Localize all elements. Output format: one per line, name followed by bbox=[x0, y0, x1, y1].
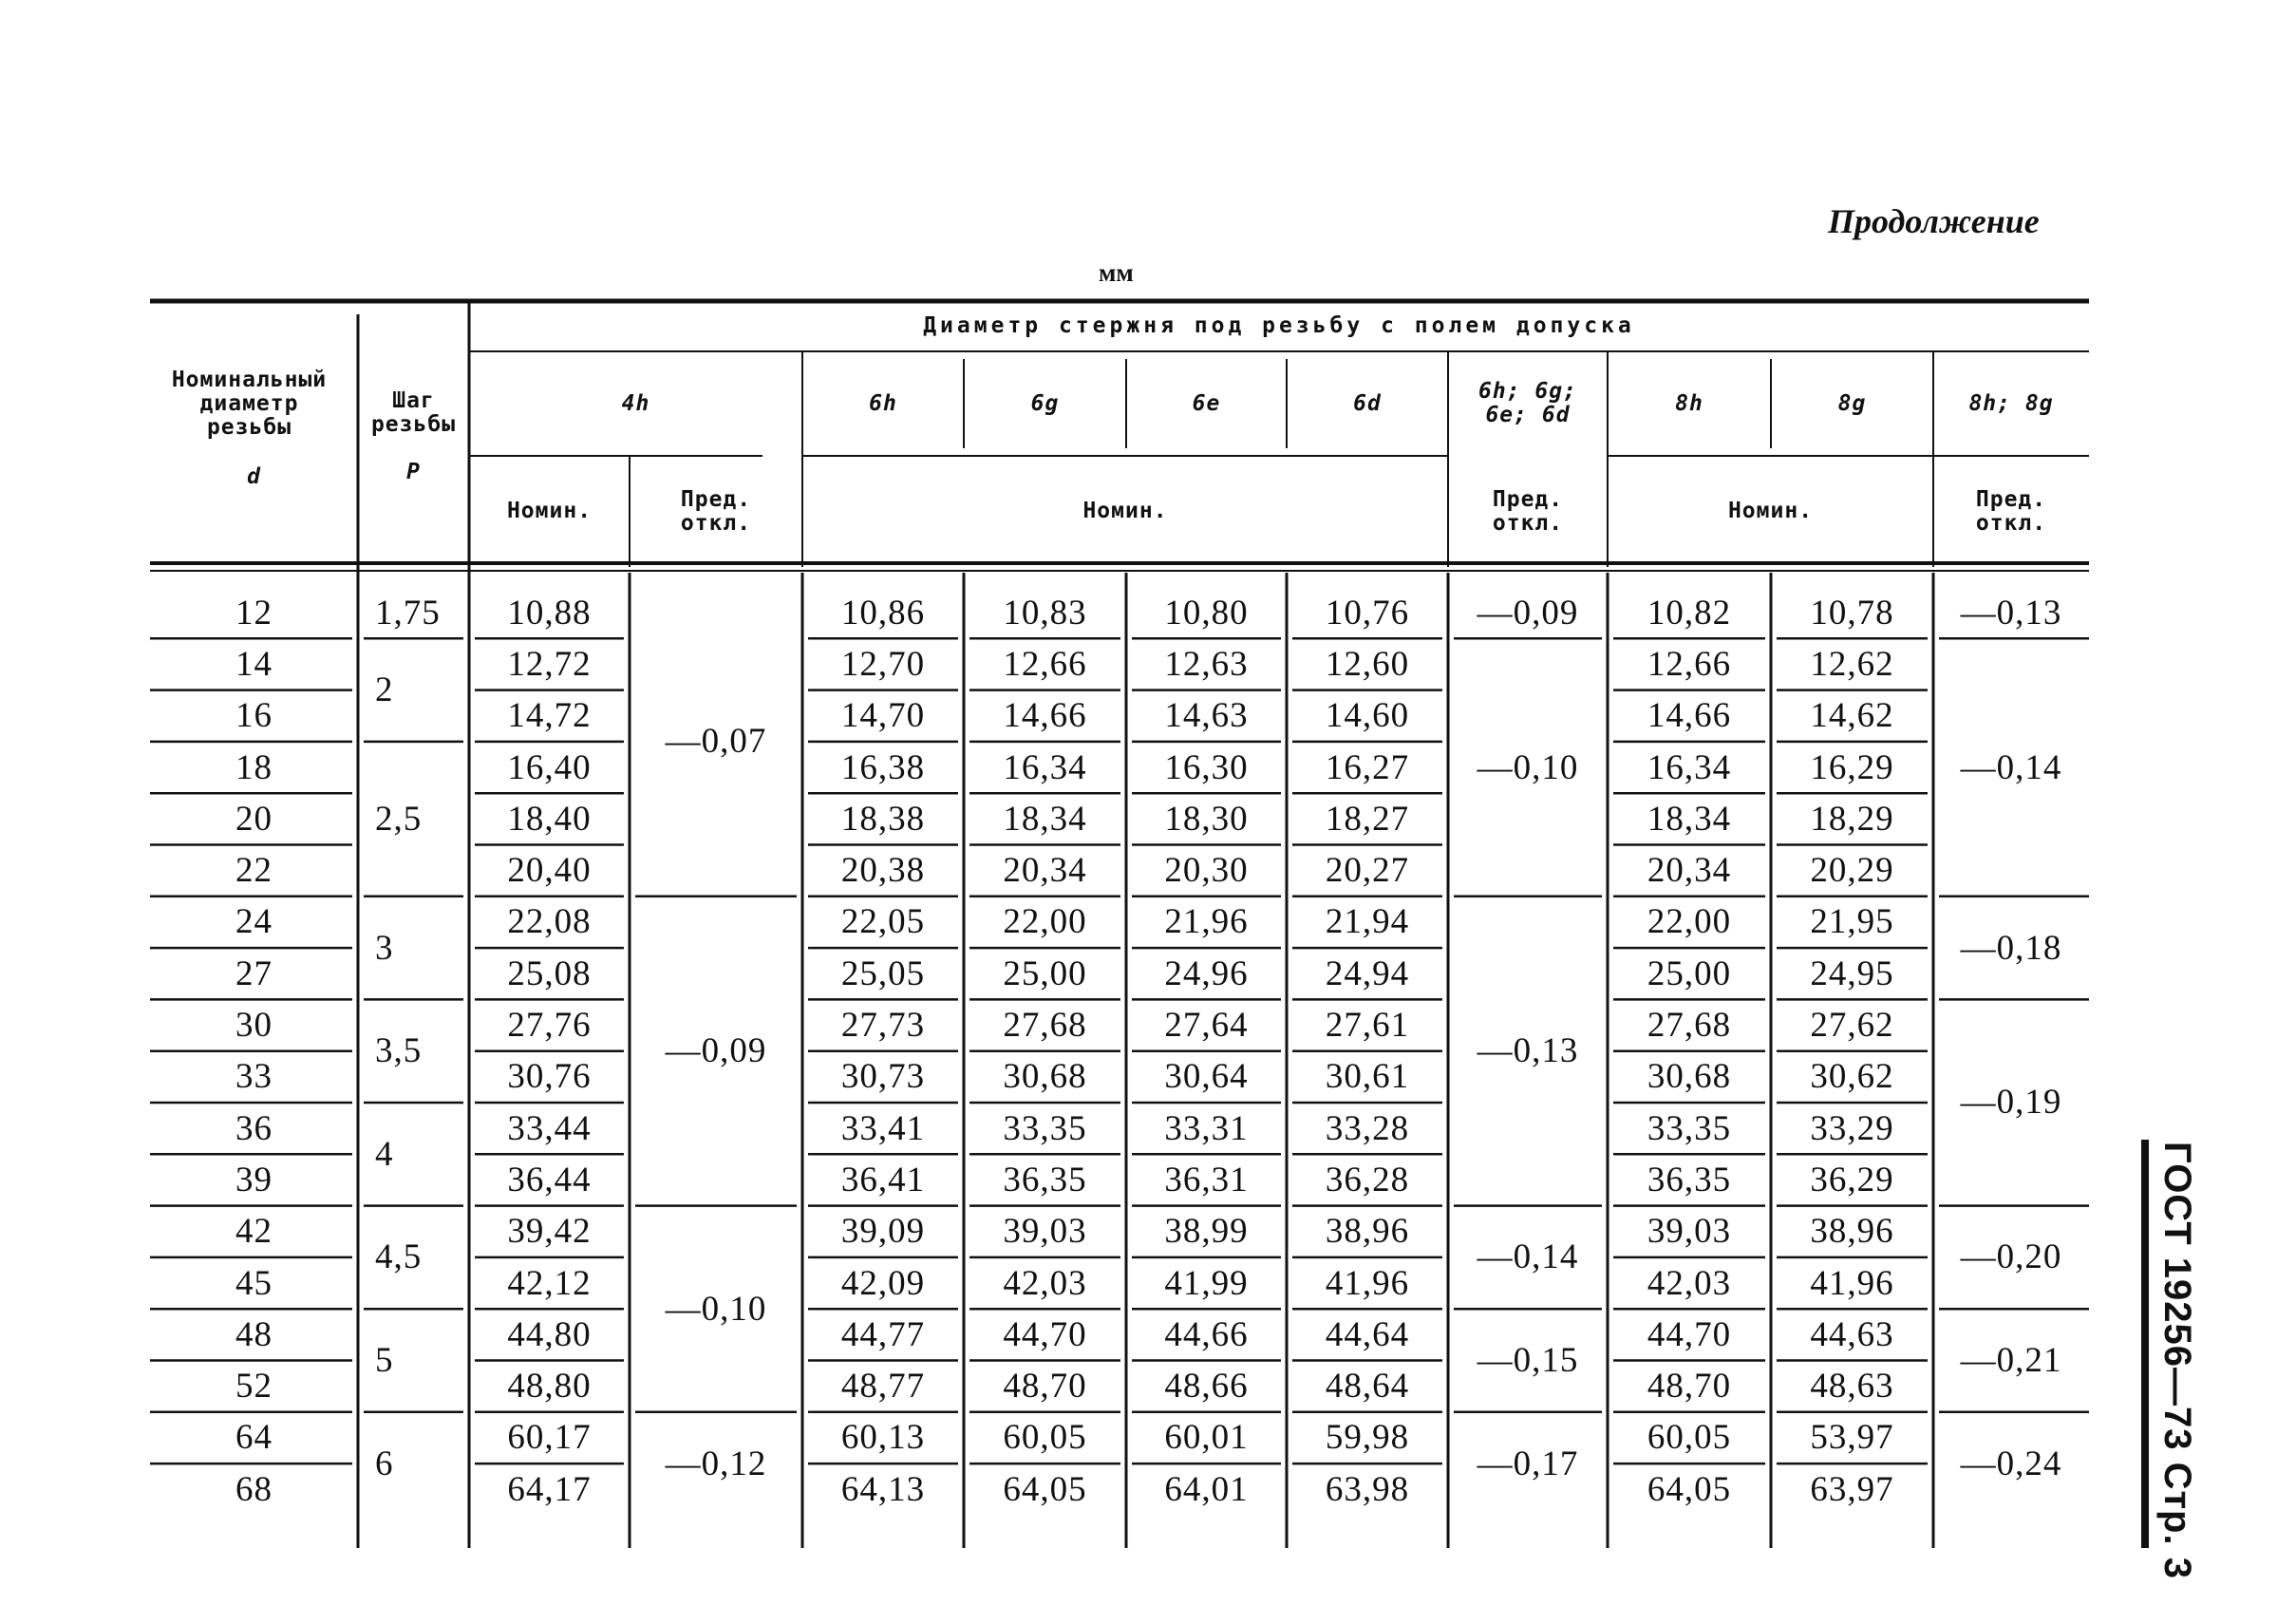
cell-diameter-h6: 64,13 bbox=[840, 1469, 926, 1509]
cell-deviation-8: —0,18 bbox=[1960, 928, 2062, 968]
header-tolerance-field: 6e bbox=[1192, 390, 1221, 416]
cell-diameter-h4: 33,44 bbox=[507, 1108, 592, 1148]
cell-nominal-diameter: 14 bbox=[235, 644, 273, 684]
header-d-symbol: d bbox=[247, 464, 261, 489]
cell-nominal-diameter: 24 bbox=[235, 902, 273, 942]
cell-diameter-g6: 30,68 bbox=[1003, 1057, 1087, 1097]
cell-diameter-g8: 14,62 bbox=[1810, 696, 1894, 736]
cell-diameter-g8: 16,29 bbox=[1810, 747, 1894, 787]
cell-pitch: 2 bbox=[375, 670, 394, 710]
cell-deviation-4h: —0,07 bbox=[665, 722, 767, 762]
cell-diameter-e6: 60,01 bbox=[1164, 1418, 1249, 1458]
cell-diameter-h4: 22,08 bbox=[507, 902, 592, 942]
cell-diameter-g6: 42,03 bbox=[1003, 1263, 1087, 1303]
cell-diameter-d6: 41,96 bbox=[1325, 1263, 1410, 1303]
cell-diameter-d6: 18,27 bbox=[1325, 799, 1410, 839]
cell-diameter-g8: 12,62 bbox=[1810, 644, 1894, 684]
cell-diameter-h8: 20,34 bbox=[1647, 851, 1732, 891]
header-sub-deviation-line: Пред. bbox=[1975, 486, 2047, 512]
cell-diameter-d6: 33,28 bbox=[1325, 1108, 1410, 1148]
header-tolerance-field: 8g bbox=[1837, 390, 1867, 416]
header-tolerance-field: 8h bbox=[1675, 390, 1703, 416]
cell-diameter-g8: 10,78 bbox=[1810, 593, 1894, 633]
header-sub-deviation-line: Пред. bbox=[1492, 486, 1564, 512]
cell-diameter-h6: 27,73 bbox=[840, 1006, 926, 1046]
header-pitch-line: резьбы bbox=[370, 412, 457, 437]
cell-diameter-h4: 36,44 bbox=[507, 1160, 592, 1199]
cell-diameter-e6: 30,64 bbox=[1164, 1057, 1249, 1097]
cell-pitch: 3 bbox=[375, 928, 394, 968]
cell-pitch: 4 bbox=[375, 1134, 394, 1174]
cell-diameter-h6: 44,77 bbox=[840, 1314, 926, 1354]
header-tolerance-field bbox=[1448, 351, 1608, 456]
cell-deviation-8: —0,21 bbox=[1960, 1340, 2062, 1380]
header-nominal-diameter-line: диаметр bbox=[199, 390, 299, 416]
cell-nominal-diameter: 64 bbox=[235, 1418, 273, 1458]
header-nominal-diameter bbox=[141, 361, 358, 446]
cell-nominal-diameter: 45 bbox=[235, 1263, 273, 1303]
cell-diameter-h4: 20,40 bbox=[507, 851, 592, 891]
cell-diameter-g6: 18,34 bbox=[1003, 799, 1087, 839]
cell-nominal-diameter: 16 bbox=[235, 696, 273, 736]
cell-diameter-e6: 16,30 bbox=[1164, 747, 1249, 787]
header-sub-nominal: Номин. bbox=[1082, 499, 1168, 523]
cell-diameter-g8: 27,62 bbox=[1810, 1006, 1894, 1046]
header-sub-deviation bbox=[630, 456, 802, 567]
cell-diameter-h6: 10,86 bbox=[840, 593, 926, 633]
cell-diameter-d6: 16,27 bbox=[1325, 747, 1410, 787]
cell-diameter-h8: 36,35 bbox=[1647, 1160, 1732, 1199]
cell-diameter-e6: 14,63 bbox=[1164, 696, 1249, 736]
cell-pitch: 1,75 bbox=[375, 593, 441, 633]
cell-nominal-diameter: 39 bbox=[235, 1160, 273, 1199]
cell-diameter-d6: 10,76 bbox=[1325, 593, 1410, 633]
cell-pitch: 2,5 bbox=[375, 799, 423, 839]
header-sub-deviation bbox=[1448, 456, 1608, 567]
header-tolerance-field: 6g bbox=[1030, 390, 1060, 416]
cell-diameter-d6: 27,61 bbox=[1325, 1006, 1410, 1046]
cell-diameter-e6: 48,66 bbox=[1164, 1367, 1249, 1407]
unit-label: мм bbox=[1099, 258, 1134, 287]
cell-nominal-diameter: 42 bbox=[235, 1212, 273, 1252]
cell-deviation-4h: —0,09 bbox=[665, 1031, 767, 1071]
cell-diameter-h8: 39,03 bbox=[1647, 1212, 1732, 1252]
header-tolerance-field: 8h; 8g bbox=[1968, 390, 2054, 416]
cell-nominal-diameter: 52 bbox=[235, 1367, 273, 1407]
cell-diameter-h4: 25,08 bbox=[507, 954, 592, 993]
cell-nominal-diameter: 22 bbox=[235, 851, 273, 891]
side-label: ГОСТ 19256—73 Стр. 3 bbox=[2155, 1141, 2198, 1579]
cell-diameter-e6: 24,96 bbox=[1164, 954, 1249, 993]
cell-diameter-g6: 20,34 bbox=[1003, 851, 1087, 891]
cell-diameter-h8: 42,03 bbox=[1647, 1263, 1732, 1303]
cell-diameter-d6: 38,96 bbox=[1325, 1212, 1410, 1252]
cell-diameter-g6: 39,03 bbox=[1003, 1212, 1087, 1252]
cell-diameter-g8: 48,63 bbox=[1810, 1367, 1894, 1407]
cell-diameter-e6: 38,99 bbox=[1164, 1212, 1249, 1252]
cell-deviation-8: —0,19 bbox=[1960, 1083, 2062, 1123]
cell-diameter-d6: 48,64 bbox=[1325, 1367, 1410, 1407]
cell-deviation-6: —0,13 bbox=[1477, 1031, 1579, 1071]
cell-diameter-h8: 27,68 bbox=[1647, 1006, 1732, 1046]
cell-diameter-h6: 20,38 bbox=[840, 851, 926, 891]
cell-nominal-diameter: 18 bbox=[235, 747, 273, 787]
cell-diameter-g6: 44,70 bbox=[1003, 1314, 1087, 1354]
cell-diameter-h4: 42,12 bbox=[507, 1263, 592, 1303]
cell-diameter-g6: 33,35 bbox=[1003, 1108, 1087, 1148]
cell-diameter-e6: 10,80 bbox=[1164, 593, 1249, 633]
cell-diameter-g6: 48,70 bbox=[1003, 1367, 1087, 1407]
cell-deviation-4h: —0,12 bbox=[665, 1444, 767, 1483]
cell-diameter-g6: 36,35 bbox=[1003, 1160, 1087, 1199]
cell-diameter-g8: 36,29 bbox=[1810, 1160, 1894, 1199]
cell-diameter-g8: 33,29 bbox=[1810, 1108, 1894, 1148]
cell-diameter-h8: 12,66 bbox=[1647, 644, 1732, 684]
cell-diameter-g6: 27,68 bbox=[1003, 1006, 1087, 1046]
cell-deviation-6: —0,17 bbox=[1477, 1444, 1579, 1483]
cell-diameter-g6: 16,34 bbox=[1003, 747, 1087, 787]
cell-diameter-h4: 39,42 bbox=[507, 1212, 592, 1252]
cell-diameter-h6: 48,77 bbox=[840, 1367, 926, 1407]
cell-diameter-e6: 36,31 bbox=[1164, 1160, 1249, 1199]
header-sub-deviation-line: откл. bbox=[1975, 510, 2047, 536]
cell-diameter-g8: 30,62 bbox=[1810, 1057, 1894, 1097]
cell-nominal-diameter: 36 bbox=[235, 1108, 273, 1148]
cell-pitch: 6 bbox=[375, 1444, 394, 1483]
cell-deviation-8: —0,20 bbox=[1960, 1237, 2062, 1277]
header-tolerance-field: 6d bbox=[1353, 390, 1382, 416]
header-sub-deviation-line: откл. bbox=[680, 510, 752, 536]
cell-diameter-g8: 38,96 bbox=[1810, 1212, 1894, 1252]
cell-diameter-g8: 53,97 bbox=[1810, 1418, 1894, 1458]
cell-deviation-8: —0,13 bbox=[1960, 593, 2062, 633]
cell-diameter-h6: 33,41 bbox=[840, 1108, 926, 1148]
header-sub-deviation bbox=[1933, 456, 2089, 567]
header-tolerance-field: 4h bbox=[621, 390, 650, 416]
cell-diameter-h6: 60,13 bbox=[840, 1418, 926, 1458]
cell-diameter-h4: 64,17 bbox=[507, 1469, 592, 1509]
cell-diameter-h6: 22,05 bbox=[840, 902, 926, 942]
header-sub-deviation-line: Пред. bbox=[680, 486, 752, 512]
cell-deviation-6: —0,14 bbox=[1477, 1237, 1579, 1277]
cell-diameter-h8: 33,35 bbox=[1647, 1108, 1732, 1148]
cell-pitch: 3,5 bbox=[375, 1031, 423, 1071]
continuation-label: Продолжение bbox=[1828, 202, 2040, 240]
cell-nominal-diameter: 30 bbox=[235, 1006, 273, 1046]
cell-diameter-g6: 64,05 bbox=[1003, 1469, 1087, 1509]
cell-diameter-d6: 12,60 bbox=[1325, 644, 1410, 684]
cell-diameter-h4: 16,40 bbox=[507, 747, 592, 787]
cell-diameter-h6: 25,05 bbox=[840, 954, 926, 993]
cell-diameter-h4: 10,88 bbox=[507, 593, 592, 633]
cell-diameter-g6: 22,00 bbox=[1003, 902, 1087, 942]
cell-diameter-h6: 18,38 bbox=[840, 799, 926, 839]
cell-diameter-g8: 18,29 bbox=[1810, 799, 1894, 839]
cell-diameter-g6: 25,00 bbox=[1003, 954, 1087, 993]
cell-diameter-e6: 33,31 bbox=[1164, 1108, 1249, 1148]
cell-diameter-d6: 59,98 bbox=[1325, 1418, 1410, 1458]
cell-diameter-g8: 44,63 bbox=[1810, 1314, 1894, 1354]
header-nominal-diameter-line: резьбы bbox=[206, 414, 292, 440]
cell-diameter-h4: 30,76 bbox=[507, 1057, 592, 1097]
cell-deviation-4h: —0,10 bbox=[665, 1289, 767, 1329]
cell-diameter-h6: 16,38 bbox=[840, 747, 926, 787]
cell-diameter-h4: 27,76 bbox=[507, 1006, 592, 1046]
cell-diameter-h6: 30,73 bbox=[840, 1057, 926, 1097]
header-tolerance-field: 6h bbox=[869, 390, 897, 416]
cell-diameter-e6: 21,96 bbox=[1164, 902, 1249, 942]
cell-nominal-diameter: 20 bbox=[235, 799, 273, 839]
cell-diameter-g6: 60,05 bbox=[1003, 1418, 1087, 1458]
cell-diameter-h6: 36,41 bbox=[840, 1160, 926, 1199]
cell-diameter-g6: 12,66 bbox=[1003, 644, 1087, 684]
cell-diameter-d6: 20,27 bbox=[1325, 851, 1410, 891]
cell-diameter-d6: 30,61 bbox=[1325, 1057, 1410, 1097]
cell-diameter-g8: 20,29 bbox=[1810, 851, 1894, 891]
cell-diameter-e6: 27,64 bbox=[1164, 1006, 1249, 1046]
cell-diameter-h4: 12,72 bbox=[507, 644, 592, 684]
cell-diameter-h8: 30,68 bbox=[1647, 1057, 1732, 1097]
header-nominal-diameter-line: Номинальный bbox=[171, 367, 328, 392]
cell-diameter-d6: 21,94 bbox=[1325, 902, 1410, 942]
side-label-container bbox=[2148, 1141, 2205, 1579]
cell-diameter-g6: 14,66 bbox=[1003, 696, 1087, 736]
cell-diameter-e6: 12,63 bbox=[1164, 644, 1249, 684]
cell-diameter-h6: 42,09 bbox=[840, 1263, 926, 1303]
header-pitch bbox=[358, 380, 469, 446]
header-sub-nominal: Номин. bbox=[1727, 499, 1814, 523]
cell-diameter-h4: 44,80 bbox=[507, 1314, 592, 1354]
cell-diameter-e6: 20,30 bbox=[1164, 851, 1249, 891]
cell-diameter-d6: 63,98 bbox=[1325, 1469, 1410, 1509]
cell-deviation-6: —0,15 bbox=[1477, 1340, 1579, 1380]
cell-diameter-d6: 14,60 bbox=[1325, 696, 1410, 736]
cell-deviation-6: —0,09 bbox=[1477, 593, 1579, 633]
cell-diameter-h4: 14,72 bbox=[507, 696, 592, 736]
header-pitch-line: Шаг bbox=[392, 388, 435, 413]
cell-nominal-diameter: 12 bbox=[235, 593, 273, 633]
cell-diameter-e6: 18,30 bbox=[1164, 799, 1249, 839]
cell-diameter-h8: 60,05 bbox=[1647, 1418, 1732, 1458]
header-tolerance-field-line: 6h; 6g; bbox=[1478, 379, 1577, 404]
cell-diameter-e6: 44,66 bbox=[1164, 1314, 1249, 1354]
header-group-title: Диаметр стержня под резьбу с полем допуска bbox=[923, 313, 1635, 338]
cell-diameter-h6: 12,70 bbox=[840, 644, 926, 684]
cell-pitch: 5 bbox=[375, 1340, 394, 1380]
cell-diameter-h8: 48,70 bbox=[1647, 1367, 1732, 1407]
cell-diameter-h8: 44,70 bbox=[1647, 1314, 1732, 1354]
cell-diameter-h6: 14,70 bbox=[840, 696, 926, 736]
cell-diameter-h8: 25,00 bbox=[1647, 954, 1732, 993]
cell-nominal-diameter: 33 bbox=[235, 1057, 273, 1097]
cell-diameter-h8: 64,05 bbox=[1647, 1469, 1732, 1509]
cell-diameter-e6: 41,99 bbox=[1164, 1263, 1249, 1303]
cell-diameter-g8: 21,95 bbox=[1810, 902, 1894, 942]
cell-diameter-h8: 16,34 bbox=[1647, 747, 1732, 787]
cell-diameter-d6: 44,64 bbox=[1325, 1314, 1410, 1354]
cell-diameter-d6: 36,28 bbox=[1325, 1160, 1410, 1199]
cell-diameter-h8: 14,66 bbox=[1647, 696, 1732, 736]
cell-diameter-h6: 39,09 bbox=[840, 1212, 926, 1252]
header-sub-deviation-line: откл. bbox=[1492, 510, 1564, 536]
cell-diameter-h8: 22,00 bbox=[1647, 902, 1732, 942]
cell-diameter-h4: 60,17 bbox=[507, 1418, 592, 1458]
header-tolerance-field-line: 6e; 6d bbox=[1485, 403, 1571, 427]
cell-nominal-diameter: 68 bbox=[235, 1469, 273, 1509]
cell-diameter-g8: 24,95 bbox=[1810, 954, 1894, 993]
cell-diameter-g8: 63,97 bbox=[1810, 1469, 1894, 1509]
cell-diameter-h8: 18,34 bbox=[1647, 799, 1732, 839]
cell-nominal-diameter: 48 bbox=[235, 1314, 273, 1354]
cell-deviation-8: —0,14 bbox=[1960, 747, 2062, 787]
cell-pitch: 4,5 bbox=[375, 1237, 423, 1277]
cell-deviation-6: —0,10 bbox=[1477, 747, 1579, 787]
cell-nominal-diameter: 27 bbox=[235, 954, 273, 993]
cell-diameter-g6: 10,83 bbox=[1003, 593, 1087, 633]
header-p-symbol: P bbox=[406, 460, 421, 484]
header-sub-nominal: Номин. bbox=[506, 499, 593, 523]
cell-diameter-d6: 24,94 bbox=[1325, 954, 1410, 993]
cell-deviation-8: —0,24 bbox=[1960, 1444, 2062, 1483]
cell-diameter-h4: 48,80 bbox=[507, 1367, 592, 1407]
cell-diameter-h8: 10,82 bbox=[1647, 593, 1732, 633]
cell-diameter-h4: 18,40 bbox=[507, 799, 592, 839]
cell-diameter-g8: 41,96 bbox=[1810, 1263, 1894, 1303]
cell-diameter-e6: 64,01 bbox=[1164, 1469, 1249, 1509]
